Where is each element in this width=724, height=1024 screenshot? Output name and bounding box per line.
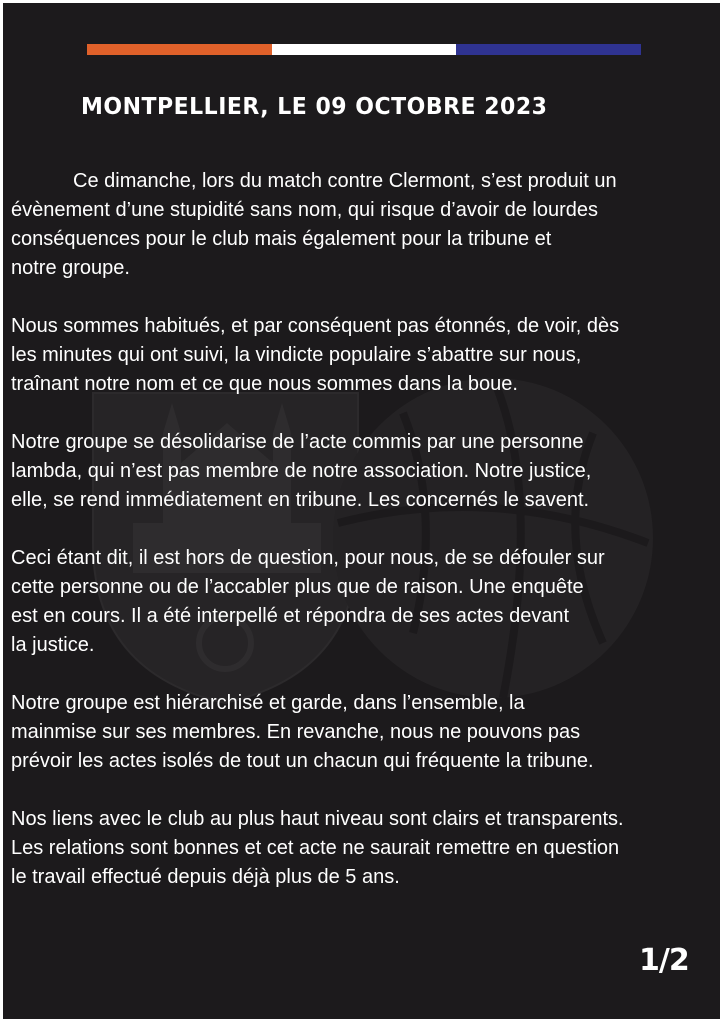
flag-stripe-orange [87, 44, 272, 55]
tricolor-flag-bar [87, 44, 641, 55]
statement-body [11, 167, 713, 921]
paragraph-4: Ceci étant dit, il est hors de question, pour nous, de se défouler sur cette personne ou de l’accabler plus que de raison. Une enquête est en cours. Il a été interpellé et répondra de ses actes devant la justice. [11, 547, 605, 656]
paragraph-5: Notre groupe est hiérarchisé et garde, dans l’ensemble, la mainmise sur ses membres. En revanche, nous ne pouvons pas prévoir les actes isolés de tout un chacun qui fréquente la tribune. [11, 692, 594, 772]
paragraph-6: Nos liens avec le club au plus haut niveau sont clairs et transparents. Les relations sont bonnes et cet acte ne saurait remettre en question le travail effectué depuis déjà plus de 5 ans. [11, 808, 624, 888]
paragraph-2: Nous sommes habitués, et par conséquent pas étonnés, de voir, dès les minutes qui ont suivi, la vindicte populaire s’abattre sur nous, traînant notre nom et ce que nous sommes dans la boue. [11, 315, 620, 395]
statement-page [3, 3, 720, 1019]
flag-stripe-blue [456, 44, 641, 55]
page-number: 1/2 [639, 943, 689, 978]
flag-stripe-white [272, 44, 457, 55]
dateline-heading: MONTPELLIER, LE 09 OCTOBRE 2023 [81, 94, 548, 121]
paragraph-1: Ce dimanche, lors du match contre Clermont, s’est produit un évènement d’une stupidité sans nom, qui risque d’avoir de lourdes conséquences pour le club mais également pour la tribune et notre groupe. [11, 170, 617, 279]
paragraph-3: Notre groupe se désolidarise de l’acte commis par une personne lambda, qui n’est pas membre de notre association. Notre justice, elle, se rend immédiatement en tribune. Les concernés le savent. [11, 431, 592, 511]
